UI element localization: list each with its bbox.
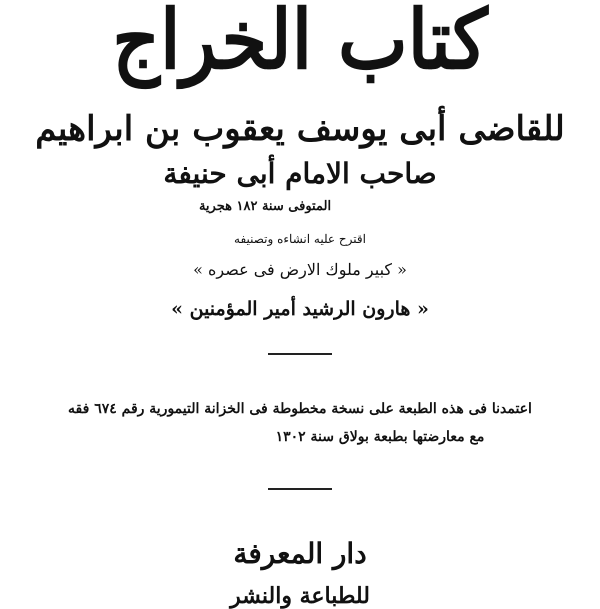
edition-note-line-1: اعتمدنا فى هذه الطبعة على نسخة مخطوطة فى الخزانة التيمورية رقم ٦٧٤ فقه <box>68 401 532 417</box>
caliph-line: « هارون الرشيد أمير المؤمنين » <box>171 298 429 320</box>
companion-line: صاحب الامام أبى حنيفة <box>163 157 437 190</box>
divider-rule <box>268 353 332 355</box>
book-title: كتاب الخراج <box>112 0 488 88</box>
death-note: المتوفى سنة ١٨٢ هجرية <box>198 199 332 214</box>
request-line: اقترح عليه انشاءه وتصنيفه <box>234 232 366 246</box>
author-line: للقاضى أبى يوسف يعقوب بن ابراهيم <box>35 109 565 149</box>
king-line: « كبير ملوك الارض فى عصره » <box>193 260 407 279</box>
edition-note-line-2: مع معارضتها بطبعة بولاق سنة ١٣٠٢ <box>275 429 485 445</box>
publisher-name: دار المعرفة <box>233 537 367 570</box>
publisher-subtitle: للطباعة والنشر <box>230 583 370 609</box>
divider-rule <box>268 488 332 490</box>
